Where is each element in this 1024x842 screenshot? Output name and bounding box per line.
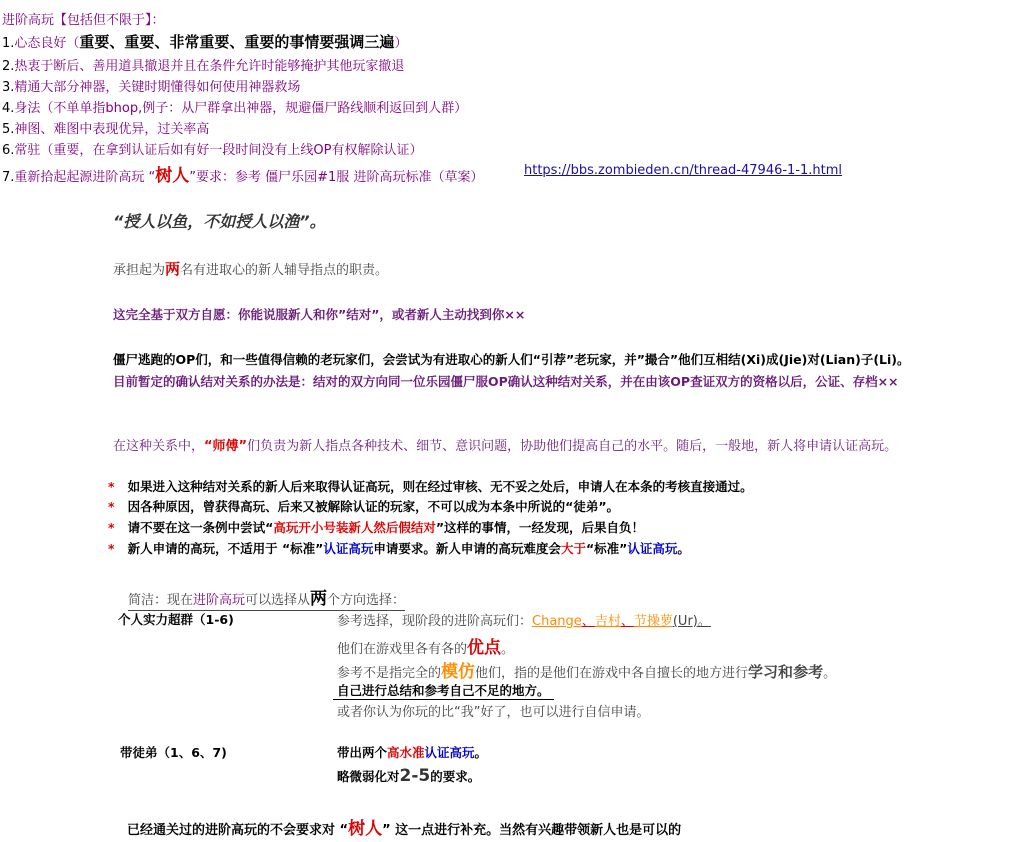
bullet-emph: 大于	[560, 541, 586, 556]
bullet-text: 。	[677, 541, 690, 556]
option-text: 参考选择，现阶段的进阶高玩们：	[337, 614, 533, 629]
mentor-duty-pre: 承担起为	[113, 263, 166, 278]
option-1-line-2	[337, 633, 514, 658]
option-2-line-2	[337, 766, 480, 786]
bullet-4	[108, 539, 690, 557]
req-text: 常驻（重要，在拿到认证后如有好一段时间没有上线OP有权解除认证）	[14, 143, 423, 158]
option-text: 。	[697, 614, 711, 629]
option-text: 的要求。	[430, 769, 481, 784]
bullet-3	[108, 518, 644, 536]
summary-post: 个方向选择：	[327, 593, 406, 608]
bullet-emph: 认证高玩	[627, 541, 678, 556]
summary-emph: 两	[310, 589, 328, 609]
req-num: 4.	[2, 101, 15, 116]
req-item-4	[2, 97, 467, 116]
player-jiecaoluo-alias: (Ur)	[672, 614, 698, 629]
footer-emph: 树人	[348, 819, 383, 839]
bullet-star: *	[108, 541, 115, 556]
bullet-text: ”这样的事情，一经发现，后果自负！	[435, 520, 645, 535]
option-1-line-5: 或者你认为你玩的比“我”好了，也可以进行自信申请。	[337, 705, 650, 720]
req-text: ”要求：参考 僵尸乐园#1服 进阶高玩标准（草案）	[189, 170, 484, 185]
bullet-star: *	[108, 520, 115, 535]
option-1-line-1	[337, 610, 711, 629]
req-emphasis: 树人	[155, 166, 190, 186]
option-text: 略微弱化对	[337, 769, 400, 784]
summary-line	[128, 584, 405, 611]
option-2-label: 带徒弟（1、6、7)	[120, 745, 227, 760]
option-1-label: 个人实力超群（1-6)	[118, 612, 234, 627]
bullet-text: 因各种原因，曾获得高玩、后来又被解除认证的玩家，不可以成为本条中所说的“徒弟”。	[127, 499, 620, 514]
bullet-emph: 认证高玩	[323, 541, 374, 556]
option-sep: 、	[620, 614, 634, 629]
bullet-text: 请不要在这一条例中尝试“	[127, 520, 274, 535]
option-emph: 参考	[793, 663, 824, 681]
option-emph: 优点	[467, 638, 502, 658]
voluntary-note: 这完全基于双方自愿：你能说服新人和你”结对”，或者新人主动找到你××	[113, 307, 526, 322]
bullet-star: *	[108, 499, 115, 514]
summary-link: 进阶高玩	[193, 593, 246, 608]
bullet-text: 新人申请的高玩，不适用于 “标准”	[127, 541, 324, 556]
confirmation-method: 目前暂定的确认结对关系的办法是：结对的双方向同一位乐园僵尸服OP确认这种结对关系，并在由该OP查证双方的资格以后，公证、存档××	[113, 374, 899, 389]
footer-post: ” 这一点进行补充。当然有兴趣带领新人也是可以的	[382, 823, 682, 838]
req-text: 重新拾起起源进阶高玩 “	[14, 170, 156, 185]
bullet-text: 如果进入这种结对关系的新人后来取得认证高玩，则在经过审核、无不妥之处后，申请人在本条的考核直接通过。	[127, 479, 753, 494]
option-text: 。	[501, 642, 515, 657]
req-item-1	[2, 31, 407, 52]
footer-pre: 已经通关过的进阶高玩的不会要求对 “	[127, 823, 349, 838]
bullet-star: *	[108, 479, 115, 494]
option-1-line-4: 自己进行总结和参考自己不足的地方。	[333, 681, 554, 700]
req-item-7	[2, 161, 483, 186]
req-item-3	[2, 76, 300, 95]
summary-mid: 可以选择从	[245, 593, 311, 608]
option-emph: 模仿	[441, 662, 476, 682]
mentor-duty	[113, 258, 388, 279]
bullet-2	[108, 497, 619, 515]
option-sep: 、	[581, 614, 595, 629]
footer-note	[127, 814, 681, 839]
option-text: 。	[823, 666, 837, 681]
req-num: 3.	[2, 80, 15, 95]
master-role-post: 们负责为新人指点各种技术、细节、意识问题，协助他们提高自己的水平。随后，一般地，新人将申请认证高玩。	[247, 439, 898, 454]
option-text: 带出两个	[337, 745, 388, 760]
master-role-emph: “师傅”	[204, 439, 248, 454]
option-emph: 认证高玩	[424, 745, 475, 760]
req-text: 神图、难图中表现优异，过关率高	[14, 122, 210, 137]
req-num: 6.	[2, 143, 15, 158]
master-role-pre: 在这种关系中，	[113, 439, 205, 454]
summary-pre: 简洁：现在	[128, 593, 194, 608]
bullet-text: “标准”	[585, 541, 628, 556]
option-emph: 学习	[748, 663, 779, 681]
player-yoshimura[interactable]: 吉村	[594, 614, 621, 629]
option-emph: 2-5	[399, 766, 431, 786]
mentor-duty-emph: 两	[165, 260, 181, 278]
bullet-1	[108, 477, 753, 495]
bullet-emph: 高玩开小号装新人然后假结对	[273, 520, 436, 535]
option-text: 他们，指的是他们在游戏中各自擅长的地方进行	[475, 666, 749, 681]
req-emphasis: 重要、重要、非常重要、重要的事情要强调三遍	[79, 33, 395, 51]
req-num: 1.	[2, 36, 15, 51]
req-text: 热衷于断后、善用道具撤退并且在条件允许时能够掩护其他玩家撤退	[14, 59, 405, 74]
req-item-6	[2, 139, 422, 158]
option-emph: 高水准	[387, 745, 425, 760]
req-item-2	[2, 55, 404, 74]
option-text: 参考不是指完全的	[337, 666, 442, 681]
req-item-5	[2, 118, 209, 137]
option-2-line-1	[337, 743, 487, 761]
req-num: 2.	[2, 59, 15, 74]
req-num: 7.	[2, 170, 15, 185]
req-text: 身法（不单单指bhop,例子：从尸群拿出神器，规避僵尸路线顺利返回到人群）	[14, 101, 468, 116]
master-role	[113, 435, 897, 454]
req-num: 5.	[2, 122, 15, 137]
player-change[interactable]: Change	[532, 614, 582, 629]
req-text: 精通大部分神器，关键时期懂得如何使用神器救场	[14, 80, 301, 95]
req-text: 心态良好（	[14, 36, 80, 51]
thread-link[interactable]: https://bbs.zombieden.cn/thread-47946-1-1.html	[524, 163, 843, 178]
option-text: 他们在游戏里各有各的	[337, 642, 468, 657]
bullet-text: 申请要求。新人申请的高玩难度会	[373, 541, 561, 556]
option-text: 。	[474, 745, 488, 760]
header-title: 进阶高玩【包括但不限于】：	[2, 13, 165, 28]
mentor-duty-post: 名有进取心的新人辅导指点的职责。	[180, 263, 389, 278]
quote-heading: “授人以鱼，不如授人以渔”。	[113, 212, 326, 231]
op-introduction: 僵尸逃跑的OP们，和一些值得信赖的老玩家们，会尝试为有进取心的新人们“引荐”老玩家，并”撮合”他们互相结(Xi)成(Jie)对(Lian)子(Li)。	[113, 352, 910, 367]
option-text: 和	[778, 663, 794, 681]
option-1-line-3	[337, 657, 836, 682]
player-jiecaoluo[interactable]: 节操萝	[633, 614, 673, 629]
req-tail: ）	[394, 36, 408, 51]
